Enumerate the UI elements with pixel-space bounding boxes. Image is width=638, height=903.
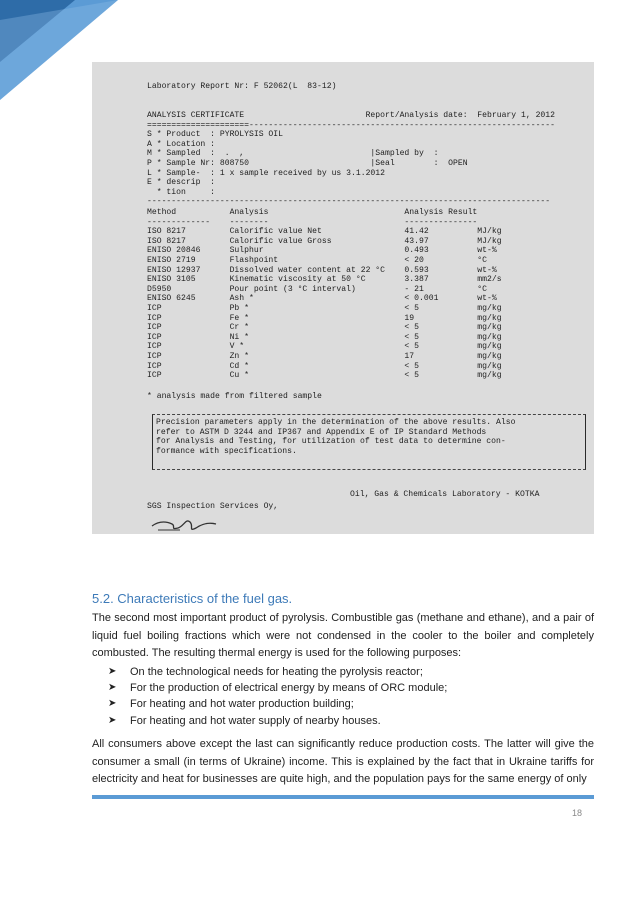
table-row: ICP Cu * < 5 mg/kg <box>147 371 502 381</box>
table-row: ENISO 3105 Kinematic viscosity at 50 °C 3.387 mm2/s <box>147 275 502 285</box>
list-item: ➤ For heating and hot water supply of nearby houses. <box>108 713 447 729</box>
table-row: ICP Cr * < 5 mg/kg <box>147 323 502 333</box>
arrow-bullet-icon: ➤ <box>108 682 117 694</box>
table-row: ENISO 6245 Ash * < 0.001 wt-% <box>147 294 497 304</box>
table-row: ENISO 20846 Sulphur 0.493 wt-% <box>147 246 497 256</box>
analysis-certificate: ANALYSIS CERTIFICATE Report/Analysis date: February 1, 2012 =====================--------------------------------------------------------------- S * Product : PYROLYSIS OIL A * Location : M * Sampled : . , |Sampled by : P * Sample Nr: 808750 |Seal : OPEN L * Sample- : 1 x sample received by us 3.1.2012 E * descrip : * tion : ----------------------------------------------------------------------------------- <box>147 111 555 207</box>
table-row: ICP Fe * 19 mg/kg <box>147 313 502 323</box>
footer-rule <box>92 795 594 799</box>
section-title: 5.2. Characteristics of the fuel gas. <box>92 591 293 606</box>
table-row: ENISO 2719 Flashpoint < 20 °C <box>147 255 487 265</box>
list-item: ➤ On the technological needs for heating the pyrolysis reactor; <box>108 664 447 680</box>
lab-name: Oil, Gas & Chemicals Laboratory - KOTKA <box>350 490 540 499</box>
table-row: ENISO 12937 Dissolved water content at 22 °C 0.593 wt-% <box>147 265 497 275</box>
page-number: 18 <box>572 808 583 818</box>
report-header: Laboratory Report Nr: F 52062(L 83-12) <box>147 82 337 91</box>
table-row: ICP Zn * 17 mg/kg <box>147 351 502 361</box>
table-row: ISO 8217 Calorific value Net 41.42 MJ/kg <box>147 227 502 237</box>
arrow-bullet-icon: ➤ <box>108 714 117 726</box>
company-name: SGS Inspection Services Oy, <box>147 502 279 511</box>
list-item: ➤ For the production of electrical energy by means of ORC module; <box>108 680 447 696</box>
table-row: ICP Pb * < 5 mg/kg <box>147 303 502 313</box>
lab-report-scan <box>92 62 594 534</box>
signature <box>150 512 220 534</box>
paragraph-intro: The second most important product of pyrolysis. Combustible gas (methane and ethane), and a pair of liquid fuel boiling fractions which were not condensed in the cooler to the boiler and completely combusted. The resulting thermal energy is used for the following purposes: <box>92 612 594 659</box>
table-row: ISO 8217 Calorific value Gross 43.97 MJ/kg <box>147 236 502 246</box>
arrow-bullet-icon: ➤ <box>108 698 117 710</box>
table-row: D5950 Pour point (3 °C interval) - 21 °C <box>147 284 487 294</box>
arrow-bullet-icon: ➤ <box>108 666 117 677</box>
precision-box: Precision parameters apply in the determination of the above results. Also refer to ASTM D 3244 and IP367 and Appendix E of IP Standard Methods for Analysis and Testing, for utilization of test data to determine con- formance with specifications. <box>152 414 586 470</box>
table-row: ICP V * < 5 mg/kg <box>147 342 502 352</box>
table-row: ICP Ni * < 5 mg/kg <box>147 332 502 342</box>
filtered-note: * analysis made from filtered sample <box>147 392 322 401</box>
list-item: ➤ For heating and hot water production building; <box>108 696 447 712</box>
paragraph-consumers: All consumers above except the last can significantly reduce production costs. The latter will give the consumer a small (in terms of Ukraine) income. This is explained by the fact that in Ukraine tariffs for electricity and heat for businesses are quite high, and the population pays for the same energy of only <box>92 738 594 785</box>
table-header: Method Analysis Analysis Result <box>147 208 478 217</box>
purpose-list <box>108 664 447 729</box>
table-row: ICP Cd * < 5 mg/kg <box>147 361 502 371</box>
results-table: Method Analysis Analysis Result ------------- -------- --------------- ISO 8217 Calorific value Net 41.42 MJ/kg ISO 8217 Calorific value Gross 43.97 MJ/kg ENISO 20846 Sulphur 0.493 wt-% ENISO 2719 Flashpoint < 20 °C ENISO 12937 Dissolved water content at 22 °C 0.593 wt-% ENISO 3105 Kinematic viscosity at 50 °C 3.387 mm2/s D5950 Pour point (3 °C interval) - 21 °C ENISO 6245 Ash * < 0.001 wt-% ICP Pb * < 5 mg/kg ICP Fe * 19 mg/kg ICP Cr * < 5 mg/kg ICP Ni * < 5 mg/kg ICP V * < 5 mg/kg ICP Zn * 17 mg/kg ICP Cd * < 5 mg/kg ICP Cu * < 5 mg/kg <box>147 208 502 381</box>
